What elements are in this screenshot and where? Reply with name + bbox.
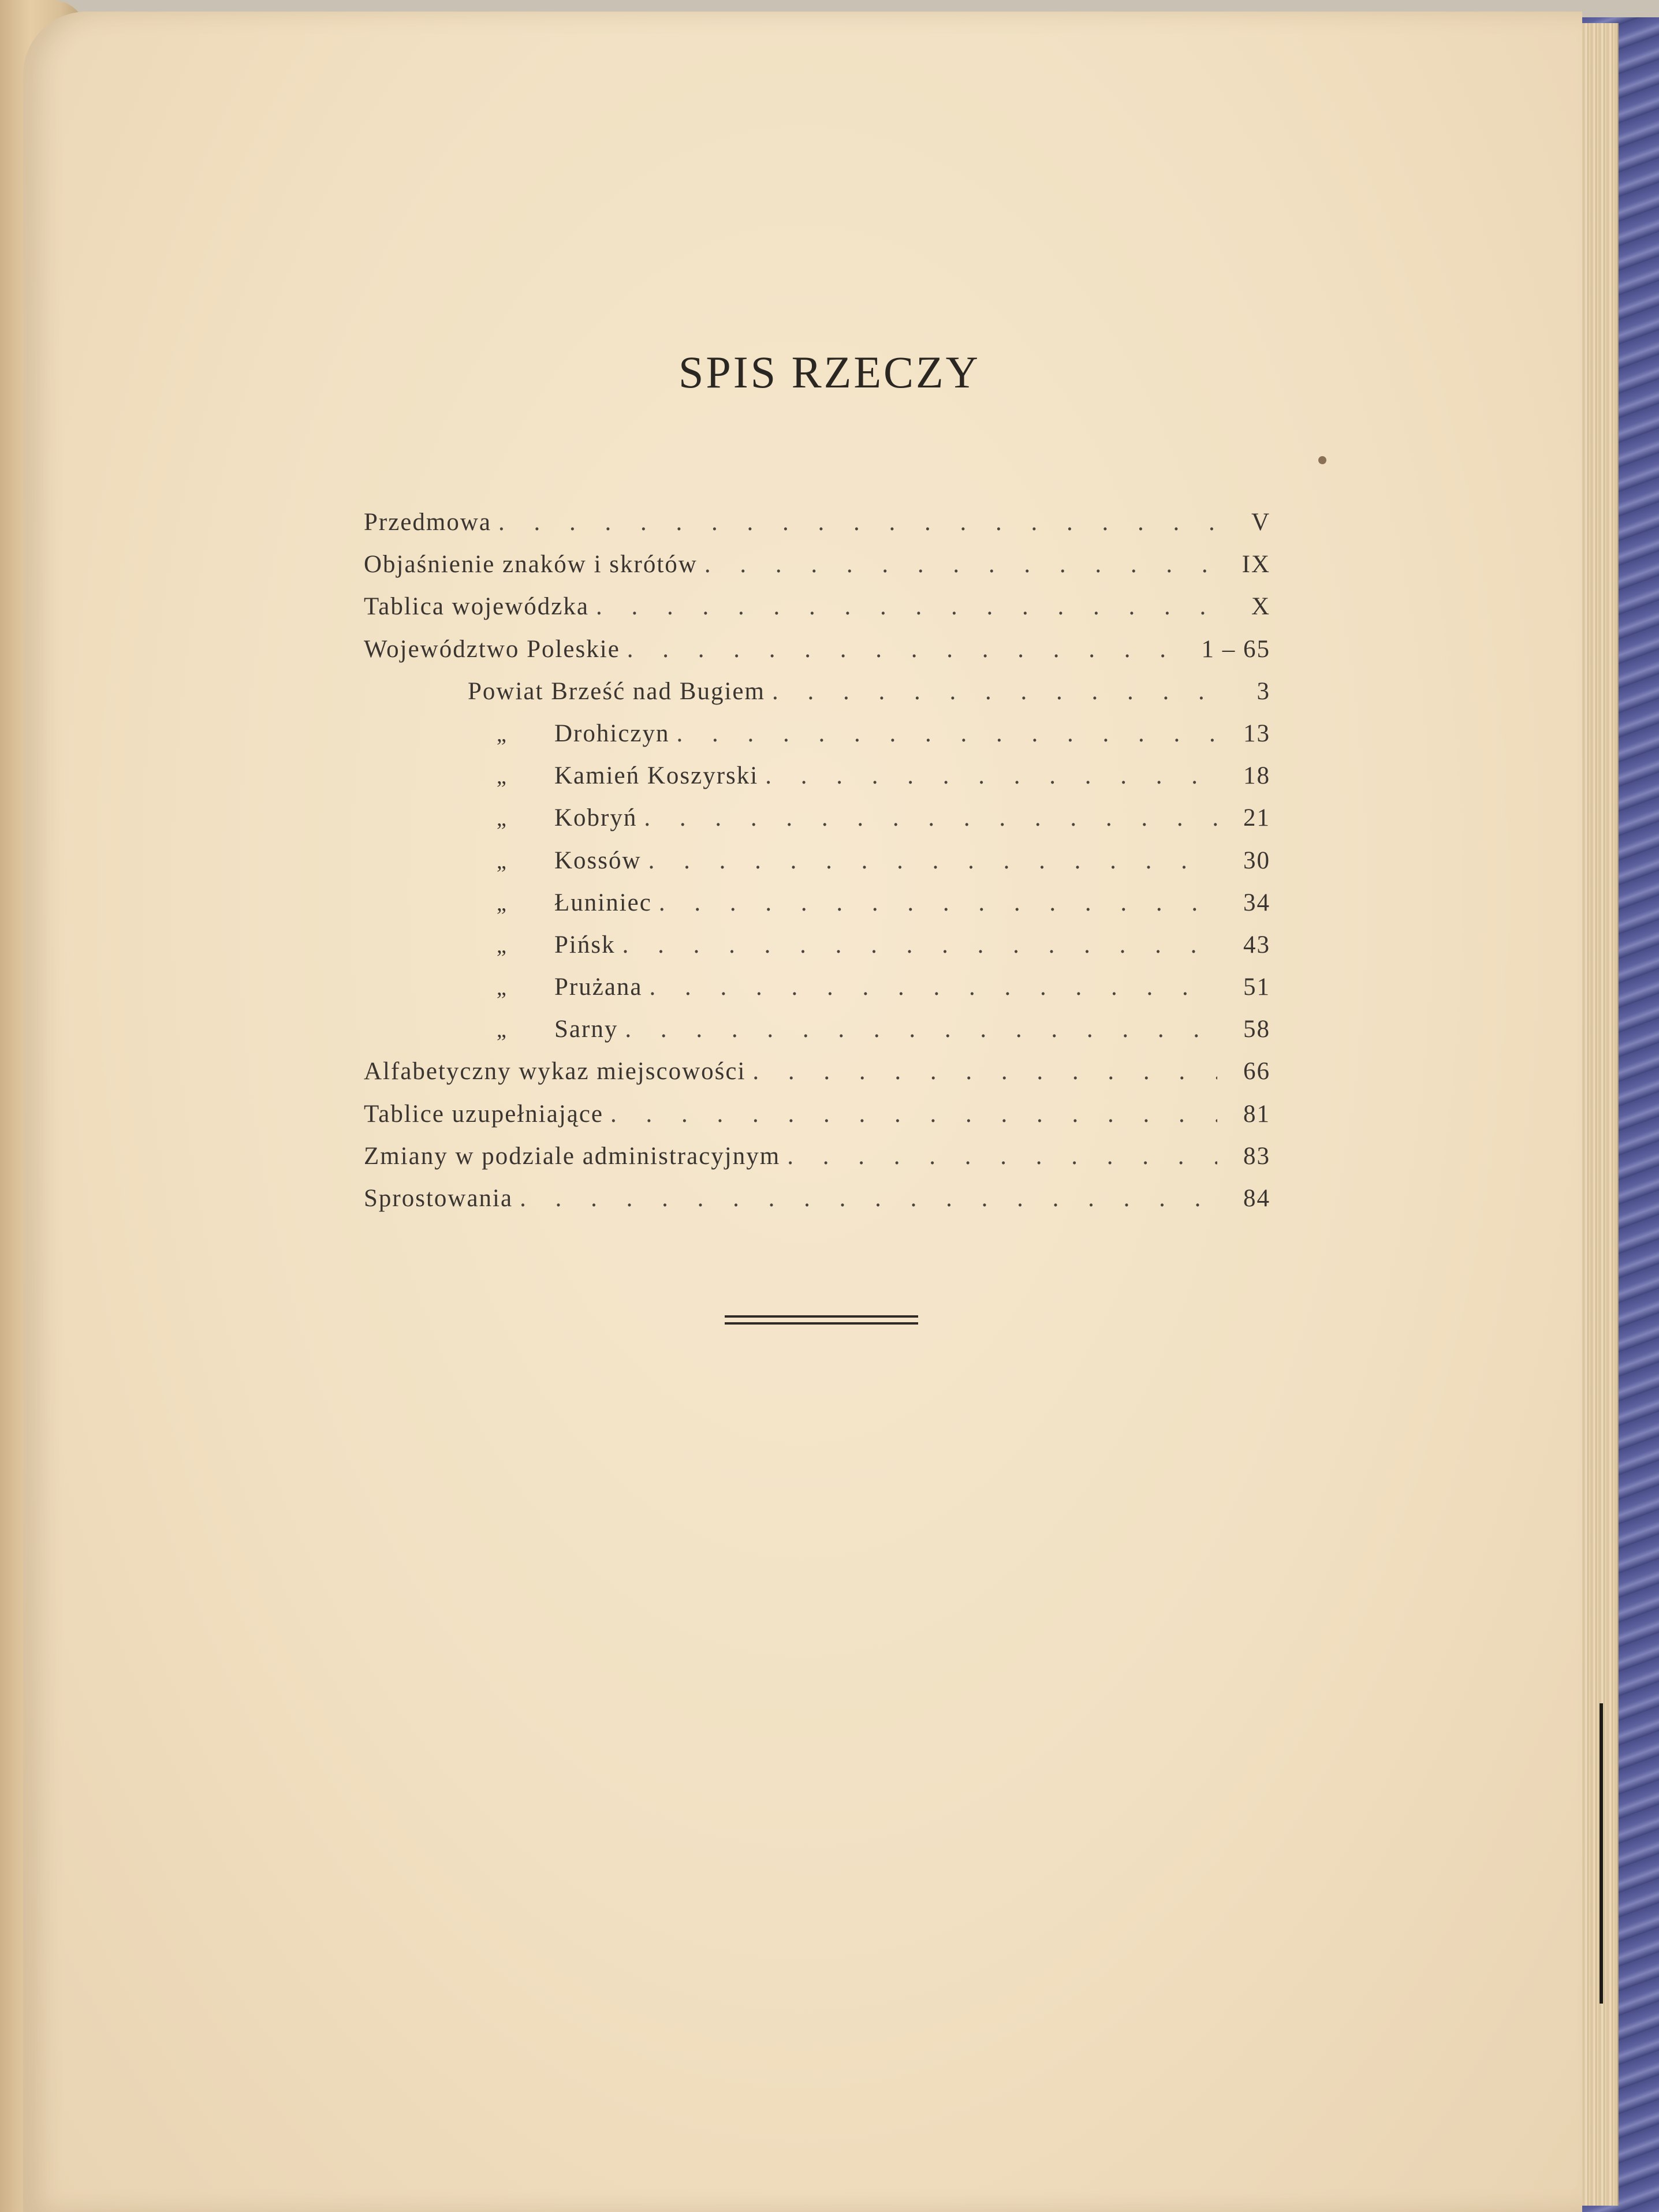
end-rule bbox=[725, 1315, 918, 1318]
ditto-mark: „ bbox=[497, 807, 508, 831]
ditto-mark: „ bbox=[497, 891, 508, 916]
toc-entry-label: Zmiany w podziale administracyjnym bbox=[364, 1142, 781, 1170]
leader-dots bbox=[520, 1184, 1217, 1213]
toc-entry-page: 18 bbox=[1243, 762, 1270, 790]
toc-entry-page: 83 bbox=[1243, 1142, 1270, 1170]
ditto-mark: „ bbox=[497, 976, 508, 1001]
toc-entry-page: 30 bbox=[1243, 846, 1270, 874]
toc-entry-page: 84 bbox=[1243, 1185, 1270, 1212]
leader-dots bbox=[765, 762, 1217, 790]
ditto-mark: „ bbox=[497, 764, 508, 789]
toc-entry-page: IX bbox=[1242, 551, 1270, 579]
toc-subentry bbox=[364, 1015, 1270, 1057]
toc-entry bbox=[364, 550, 1270, 592]
toc-entry-label: Przedmowa bbox=[364, 509, 491, 536]
leader-dots bbox=[752, 1057, 1217, 1086]
toc-entry-label: Kossów bbox=[554, 846, 642, 874]
toc-subentry bbox=[364, 973, 1270, 1015]
toc-entry-page: X bbox=[1251, 593, 1270, 621]
leader-dots bbox=[648, 846, 1217, 875]
toc-entry-page: 51 bbox=[1243, 973, 1270, 1001]
toc-entry-page: 21 bbox=[1243, 804, 1270, 832]
leader-dots bbox=[704, 550, 1217, 579]
toc-entry-page: 3 bbox=[1257, 677, 1270, 705]
ditto-mark: „ bbox=[497, 933, 508, 958]
toc-entry-label: Kobryń bbox=[554, 804, 637, 832]
toc-entry-page: 58 bbox=[1243, 1016, 1270, 1043]
leader-dots bbox=[498, 508, 1217, 536]
toc-entry bbox=[364, 1142, 1270, 1184]
toc-entry-label: Pińsk bbox=[554, 931, 616, 958]
toc-subentry bbox=[364, 804, 1270, 846]
ditto-mark: „ bbox=[497, 722, 508, 747]
ditto-mark: „ bbox=[497, 849, 508, 874]
toc-subentry bbox=[364, 931, 1270, 973]
toc-entry bbox=[364, 592, 1270, 635]
toc-entry bbox=[364, 1184, 1270, 1226]
toc-subentry bbox=[364, 719, 1270, 762]
toc-entry-page: 1 – 65 bbox=[1201, 635, 1270, 663]
toc-entry-label: Tablica wojewódzka bbox=[364, 593, 589, 621]
leader-dots bbox=[625, 1015, 1217, 1043]
paper-speck bbox=[1318, 456, 1326, 464]
toc-subentry bbox=[364, 889, 1270, 931]
toc-entry-page: 81 bbox=[1243, 1100, 1270, 1128]
toc-entry-label: Województwo Poleskie bbox=[364, 635, 620, 663]
toc-entry-label: Sarny bbox=[554, 1016, 618, 1043]
toc-subentry bbox=[364, 762, 1270, 804]
toc-entry bbox=[364, 508, 1270, 550]
toc-entry-label: Łuniniec bbox=[554, 889, 652, 916]
toc-entry bbox=[364, 635, 1270, 677]
end-rule bbox=[725, 1322, 918, 1325]
toc-entry-label: Prużana bbox=[554, 973, 643, 1001]
toc-entry-page: 43 bbox=[1243, 931, 1270, 958]
page-edge-shadow bbox=[1600, 1703, 1603, 2004]
toc-entry-page: V bbox=[1251, 509, 1270, 536]
toc-entry bbox=[364, 1100, 1270, 1142]
toc-entry-label: Powiat Brześć nad Bugiem bbox=[468, 677, 765, 705]
leader-dots bbox=[772, 677, 1217, 706]
toc-entry-label: Sprostowania bbox=[364, 1185, 513, 1212]
toc-entry-label: Drohiczyn bbox=[554, 719, 670, 747]
toc-subentry bbox=[364, 677, 1270, 719]
toc-entry-label: Kamień Koszyrski bbox=[554, 762, 759, 790]
leader-dots bbox=[787, 1142, 1217, 1170]
leader-dots bbox=[627, 635, 1195, 663]
leader-dots bbox=[650, 973, 1218, 1001]
table-of-contents bbox=[364, 508, 1270, 1226]
toc-entry-label: Objaśnienie znaków i skrótów bbox=[364, 551, 698, 579]
leader-dots bbox=[622, 931, 1217, 959]
toc-entry-page: 13 bbox=[1243, 719, 1270, 747]
leader-dots bbox=[644, 804, 1217, 832]
toc-entry-page: 34 bbox=[1243, 889, 1270, 916]
toc-entry-label: Tablice uzupełniające bbox=[364, 1100, 604, 1128]
toc-subentry bbox=[364, 846, 1270, 889]
toc-entry-page: 66 bbox=[1243, 1058, 1270, 1086]
leader-dots bbox=[610, 1100, 1217, 1128]
leader-dots bbox=[677, 719, 1218, 748]
page-title: SPIS RZECZY bbox=[678, 347, 981, 397]
toc-entry-label: Alfabetyczny wykaz miejscowości bbox=[364, 1058, 746, 1086]
toc-entry bbox=[364, 1057, 1270, 1099]
ditto-mark: „ bbox=[497, 1018, 508, 1043]
leader-dots bbox=[659, 889, 1217, 917]
leader-dots bbox=[596, 592, 1217, 621]
